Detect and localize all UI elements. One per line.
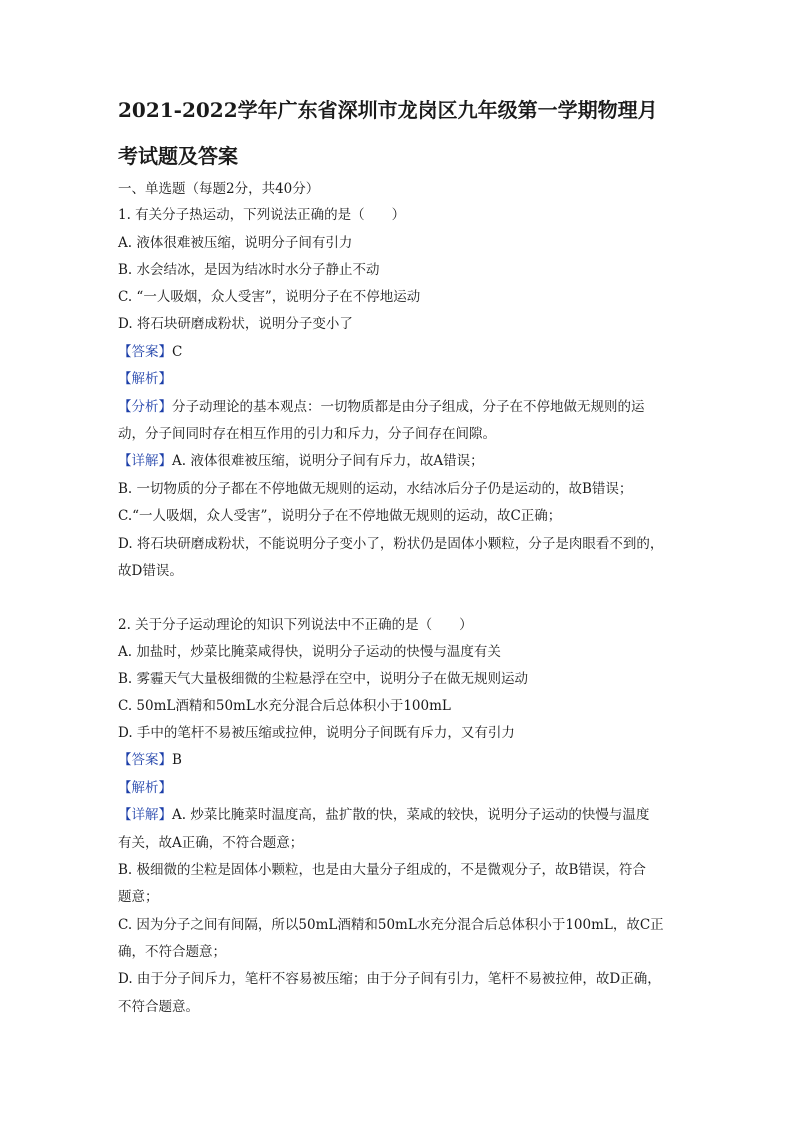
q2-option-c: C. 50mL酒精和50mL水充分混合后总体积小于100mL — [118, 698, 451, 714]
q1-answer — [118, 343, 698, 361]
q2-option-d: D. 手中的笔杆不易被压缩或拉伸，说明分子间既有斥力，又有引力 — [118, 725, 515, 741]
q1-option-c: C. “一人吸烟，众人受害”，说明分子在不停地运动 — [118, 289, 421, 305]
q2-option-b: B. 雾霾天气大量极细微的尘粒悬浮在空中，说明分子在做无规则运动 — [118, 671, 529, 687]
q2-detail-label: 【详解】 — [118, 807, 172, 823]
q2-answer — [118, 751, 698, 769]
q2-detail-b-line-1: B. 极细微的尘粒是固体小颗粒，也是由大量分子组成的，不是微观分子，故B错误，符合 — [118, 862, 646, 878]
q1-analysis-label — [118, 370, 698, 388]
q1-answer-value: C — [172, 344, 183, 360]
q2-detail-b-line-2: 题意； — [118, 889, 159, 905]
q1-detail-a — [118, 452, 698, 470]
document-title-line-1: 2021-2022学年广东省深圳市龙岗区九年级第一学期物理月 — [118, 98, 658, 122]
q1-stem: 1. 有关分子热运动，下列说法正确的是（ ） — [118, 207, 406, 223]
q2-detail-c-line-1: C. 因为分子之间有间隔，所以50mL酒精和50mL水充分混合后总体积小于100mL，故C正 — [118, 917, 664, 933]
q1-detail-d-line-2: 故D错误。 — [118, 563, 183, 579]
q1-fenxi-text-1: 分子动理论的基本观点：一切物质都是由分子组成，分子在不停地做无规则的运 — [172, 399, 645, 415]
q2-option-a: A. 加盐时，炒菜比腌菜咸得快，说明分子运动的快慢与温度有关 — [118, 644, 501, 660]
q1-option-a: A. 液体很难被压缩，说明分子间有引力 — [118, 235, 353, 251]
q2-analysis-tag: 【解析】 — [118, 780, 172, 796]
document-title-line-2: 考试题及答案 — [118, 144, 238, 168]
q2-answer-value: B — [172, 752, 182, 768]
q2-detail-a-line-1 — [118, 806, 698, 824]
q2-answer-label: 【答案】 — [118, 752, 172, 768]
q2-detail-c-line-2: 确，不符合题意； — [118, 944, 226, 960]
q1-detail-c: C.“一人吸烟，众人受害”，说明分子在不停地做无规则的运动，故C正确； — [118, 508, 562, 524]
q1-analysis-tag: 【解析】 — [118, 371, 172, 387]
q1-fenxi-line-1 — [118, 398, 698, 416]
q1-detail-a-text: A. 液体很难被压缩，说明分子间有斥力，故A错误； — [172, 453, 484, 469]
q2-detail-d-line-2: 不符合题意。 — [118, 999, 199, 1015]
q1-answer-label: 【答案】 — [118, 344, 172, 360]
q1-option-d: D. 将石块研磨成粉状，说明分子变小了 — [118, 316, 353, 332]
section-heading: 一、单选题（每题2分，共40分） — [118, 181, 320, 197]
q2-detail-a-line-2: 有关，故A正确，不符合题意； — [118, 835, 304, 851]
q1-detail-label: 【详解】 — [118, 453, 172, 469]
q2-detail-a-text-1: A. 炒菜比腌菜时温度高，盐扩散的快，菜咸的较快，说明分子运动的快慢与温度 — [172, 807, 650, 823]
q1-detail-d-line-1: D. 将石块研磨成粉状，不能说明分子变小了，粉状仍是固体小颗粒，分子是肉眼看不到的， — [118, 536, 664, 552]
q1-option-b: B. 水会结冰，是因为结冰时水分子静止不动 — [118, 262, 380, 278]
q1-detail-b: B. 一切物质的分子都在不停地做无规则的运动，水结冰后分子仍是运动的，故B错误； — [118, 481, 633, 497]
q2-detail-d-line-1: D. 由于分子间斥力，笔杆不容易被压缩；由于分子间有引力，笔杆不易被拉伸，故D正确， — [118, 971, 661, 987]
q1-fenxi-line-2: 动，分子间同时存在相互作用的引力和斥力，分子间存在间隙。 — [118, 426, 496, 442]
q2-stem: 2. 关于分子运动理论的知识下列说法中不正确的是（ ） — [118, 617, 473, 633]
q2-analysis-label — [118, 779, 698, 797]
q1-fenxi-label: 【分析】 — [118, 399, 172, 415]
